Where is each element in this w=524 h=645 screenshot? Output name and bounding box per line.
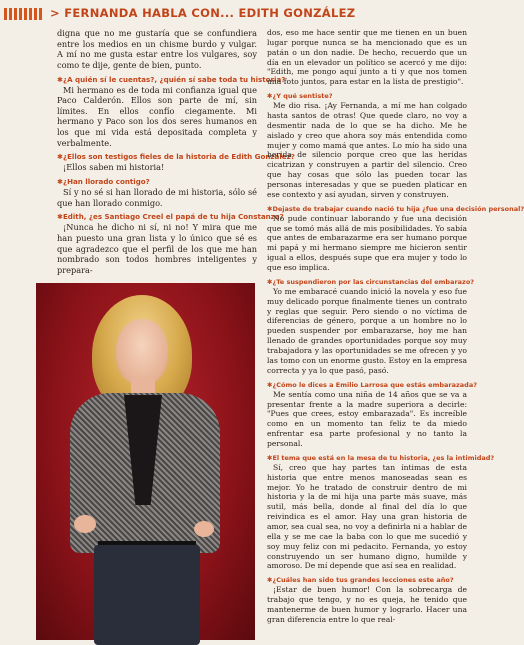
answer-paragraph: Yo me embaracé cuando inició la novela y eso fue muy delicado porque finalmente tienes un contrato y reglas que seguir. Pero siendo o no víctima de diferencias de género, porque a un hombre no lo pueden suspender por embarazarse, hoy me han llenado de grandes oportunidades porque soy muy trabajadora y las oportunidades se me ofrecen y yo las tomo con un enorme gusto. Estoy en la empresa correcta y ya lo que pasó, pasó.: [267, 286, 467, 375]
question-heading: ✱¿Y qué sentiste?: [267, 92, 333, 101]
question-heading: ✱¿A quién sí le cuentas?, ¿quién sí sabe toda tu historia?: [57, 74, 286, 84]
left-column: [57, 28, 295, 276]
answer-paragraph: Mi hermano es de toda mi confianza igual que Paco Calderón. Ellos son parte de mí, sin límites. En ellos confío ciegamente. Mi hermano y Paco son los dos seres humanos en los que mi vida está depositada completa y verbalmente.: [57, 84, 257, 148]
paragraph: digna que no me gustaría que se confundiera entre los medios en un chisme burdo y vulgar. A mí no me gusta estar entre los vulgares, soy como te dije, gente de bien, punto.: [57, 28, 257, 70]
asterisk-icon: ✱: [57, 177, 63, 187]
right-column: [267, 28, 524, 625]
paragraph: dos, eso me hace sentir que me tienen en un buen lugar porque nunca se ha mencionado que es un patán o un don nadie. De hecho, recuerdo que un día en un elevador un político se acercó y me dijo: "Edith, me pongo aquí junto a ti y que nos tomen una foto juntos, para estar en la lista de prestigio".: [267, 28, 467, 87]
page-header: [0, 0, 493, 28]
portrait-photo: [36, 283, 255, 640]
asterisk-icon: ✱: [57, 74, 63, 84]
asterisk-icon: ✱: [267, 277, 273, 286]
question-heading: ✱El tema que está en la mesa de tu historia, ¿es la intimidad?: [267, 453, 495, 462]
question-heading: ✱¿Han llorado contigo?: [57, 177, 150, 187]
asterisk-icon: ✱: [267, 380, 273, 389]
question-heading: ✱Edith, ¿es Santiago Creel el papá de tu hija Constanza?: [57, 212, 284, 222]
answer-paragraph: Sí y no sé si han llorado de mi historia, sólo sé que han llorado conmigo.: [57, 187, 257, 208]
question-heading: ✱¿Ellos son testigos fieles de la historia de Edith González?: [57, 152, 295, 162]
asterisk-icon: ✱: [57, 212, 63, 222]
face-shape: [116, 319, 168, 385]
answer-paragraph: No pude continuar laborando y fue una decisión que se tomó más allá de mis posibilidades. Yo sabía que antes de embarazarme era ser humano porque mi papá y mi hermano siempre me hicieron sentir igual a ellos, después supe que era mujer y todo lo que eso implica.: [267, 213, 467, 273]
question-heading: ✱¿Te suspendieron por las circunstancias del embarazo?: [267, 277, 475, 286]
answer-paragraph: ¡Estar de buen humor! Con la sobrecarga de trabajo que tengo, y no es queja, he tenido que mantenerme de buen humor y lograrlo. Hacer una gran diferencia entre lo que real-: [267, 585, 467, 624]
asterisk-icon: ✱: [267, 453, 273, 462]
question-heading: ✱¿Cómo le dices a Emilio Larrosa que estás embarazada?: [267, 380, 477, 389]
header-stripe-decoration: [4, 8, 44, 20]
asterisk-icon: ✱: [267, 92, 273, 101]
answer-paragraph: Sí, creo que hay partes tan íntimas de esta historia que entre menos manoseadas sean es mejor. Yo he tratado de construir dentro de mi historia y la de mi hija una parte más suave, más sutil, más bella, donde al final del día lo que reivindica es el amor. Hay una gran historia de amor, sea cual sea, no voy a definirla ni a hablar de ella y se me cae la baba con lo que me sucedió y soy muy feliz con mi pedacito. Fernanda, yo estoy construyendo un ser humano digno, humilde y amoroso. De mí depende que así sea en realidad.: [267, 462, 467, 571]
answer-paragraph: ¡Nunca he dicho ni sí, ni no! Y mira que me han puesto una gran lista y lo único que sé es que agradezco que el perfil de los que me han nombrado son todos hombres inteligentes y prepara-: [57, 222, 257, 275]
section-title: > FERNANDA HABLA CON... EDITH GONZÁLEZ: [50, 6, 356, 20]
hand-shape: [74, 515, 96, 533]
answer-paragraph: ¡Ellos saben mi historia!: [63, 162, 165, 173]
question-heading: ✱Dejaste de trabajar cuando nació tu hija ¿fue una decisión personal?: [267, 204, 524, 213]
answer-paragraph: Me sentía como una niña de 14 años que se va a presentar frente a la madre superiora a decirle: "Pues que crees, estoy embarazada". Es increíble como en un momento tan feliz te da miedo enfrentar esa parte profesional y no tanto la personal.: [267, 389, 467, 448]
asterisk-icon: ✱: [267, 204, 273, 213]
asterisk-icon: ✱: [57, 152, 63, 162]
answer-paragraph: Me dio risa. ¡Ay Fernanda, a mí me han colgado hasta santos de otras! Que quede claro, no voy a desmentir nada de lo que se ha dicho. Me he aislado y creo que ahora soy más entendida como mujer y como mamá que antes. Lo mío ha sido una herida de silencio porque creo que las heridas cicatrizan y construyen a partir del silencio. Creo que hay cosas que sólo las pueden tocar las personas interesadas y que se pueden platicar en ese contexto y así ayudan, sirven y construyen.: [267, 101, 467, 199]
hand-shape: [194, 521, 214, 537]
jeans-shape: [94, 545, 200, 645]
asterisk-icon: ✱: [267, 576, 273, 585]
question-heading: ✱¿Cuáles han sido tus grandes lecciones este año?: [267, 576, 454, 585]
